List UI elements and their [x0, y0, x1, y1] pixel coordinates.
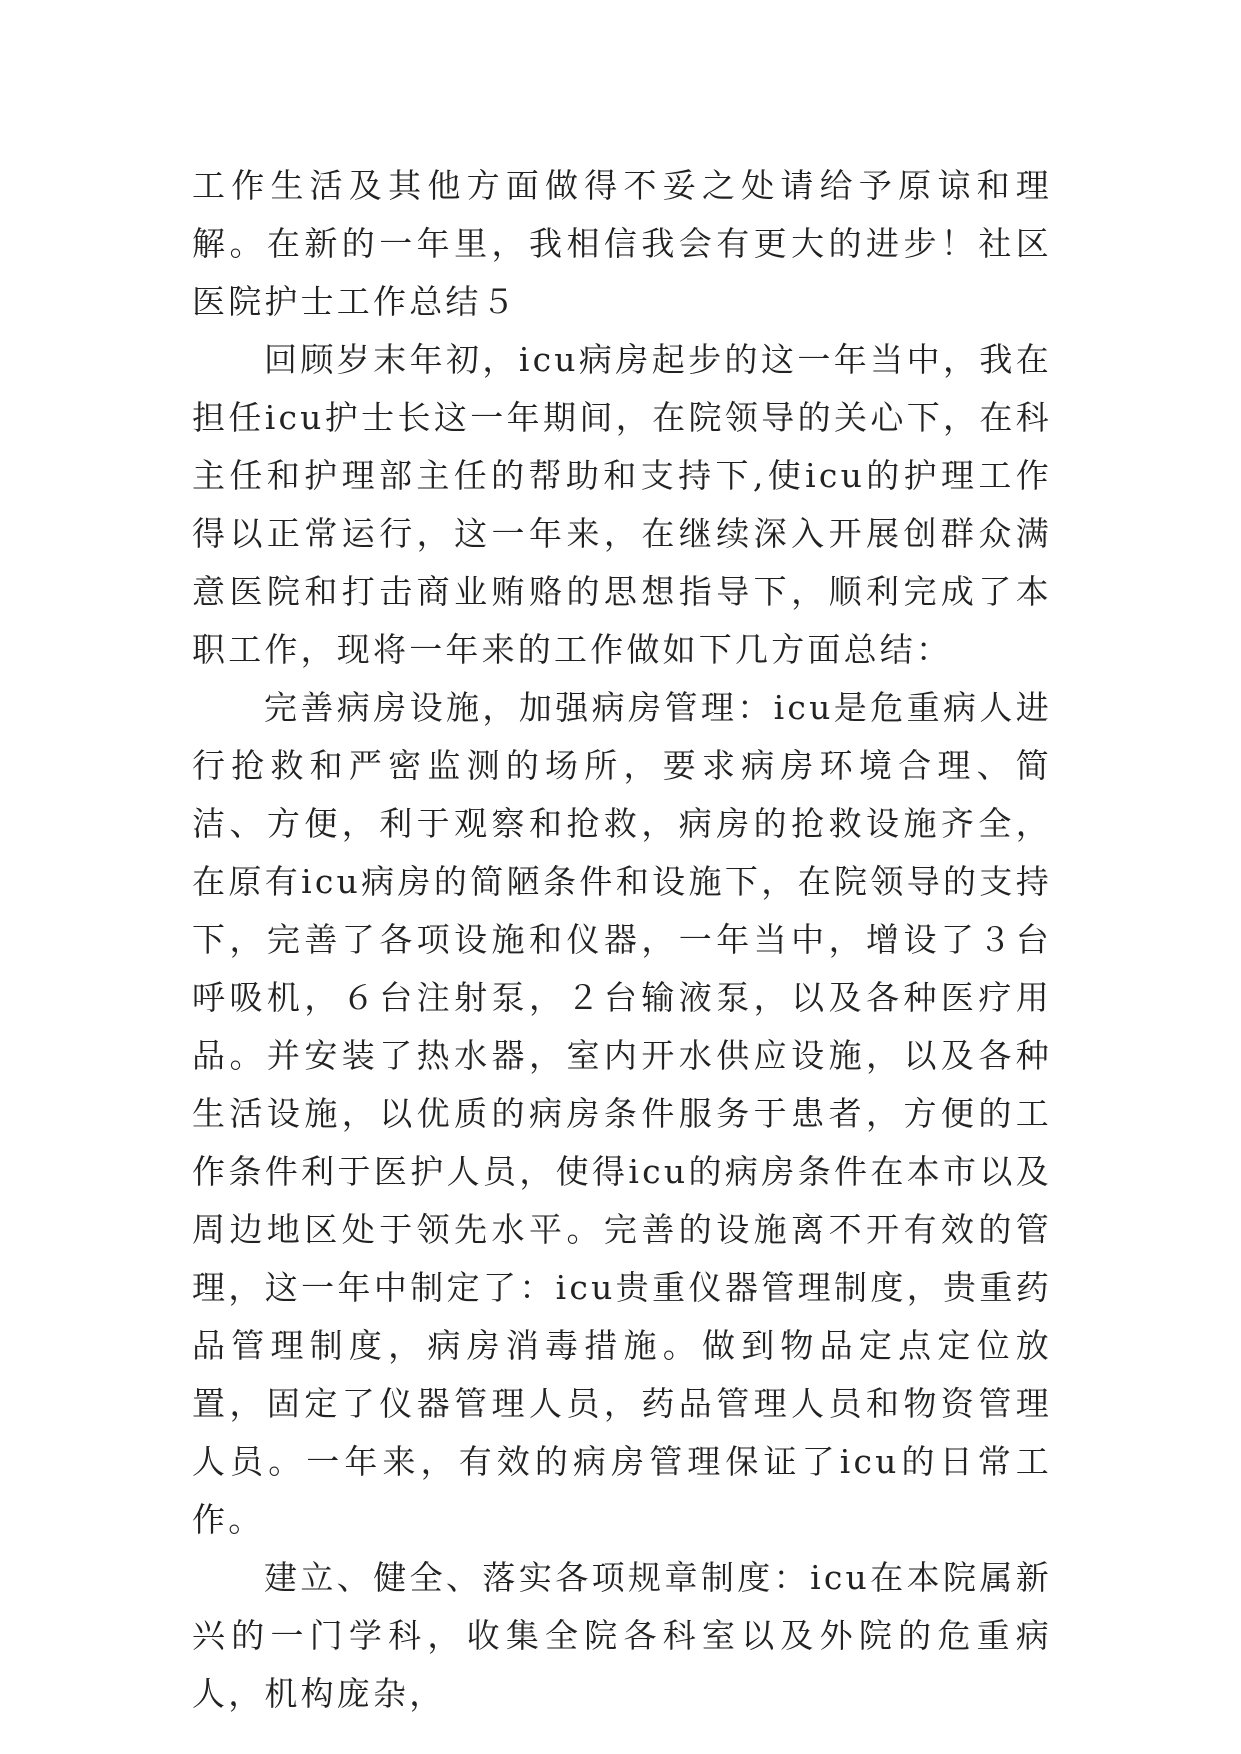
paragraph-3: 完善病房设施，加强病房管理：icu是危重病人进行抢救和严密监测的场所，要求病房环境合理、简洁、方便，利于观察和抢救，病房的抢救设施齐全，在原有icu病房的简陋条件和设施下，在院领导的支持下，完善了各项设施和仪器，一年当中，增设了３台呼吸机，６台注射泵，２台输液泵，以及各种医疗用品。并安装了热水器，室内开水供应设施，以及各种生活设施，以优质的病房条件服务于患者，方便的工作条件利于医护人员，使得icu的病房条件在本市以及周边地区处于领先水平。完善的设施离不开有效的管理，这一年中制定了：icu贵重仪器管理制度，贵重药品管理制度，病房消毒措施。做到物品定点定位放置，固定了仪器管理人员，药品管理人员和物资管理人员。一年来，有效的病房管理保证了icu的日常工作。 [192, 688, 1052, 1539]
paragraph-1: 工作生活及其他方面做得不妥之处请给予原谅和理解。在新的一年里，我相信我会有更大的进步！社区医院护士工作总结５ [192, 166, 1052, 321]
paragraph-2: 回顾岁末年初，icu病房起步的这一年当中，我在担任icu护士长这一年期间，在院领导的关心下，在科主任和护理部主任的帮助和支持下,使icu的护理工作得以正常运行，这一年来，在继续深入开展创群众满意医院和打击商业贿赂的思想指导下，顺利完成了本职工作，现将一年来的工作做如下几方面总结： [192, 340, 1052, 669]
document-page [192, 157, 1052, 1723]
paragraph-4: 建立、健全、落实各项规章制度：icu在本院属新兴的一门学科，收集全院各科室以及外院的危重病人，机构庞杂， [192, 1558, 1052, 1713]
